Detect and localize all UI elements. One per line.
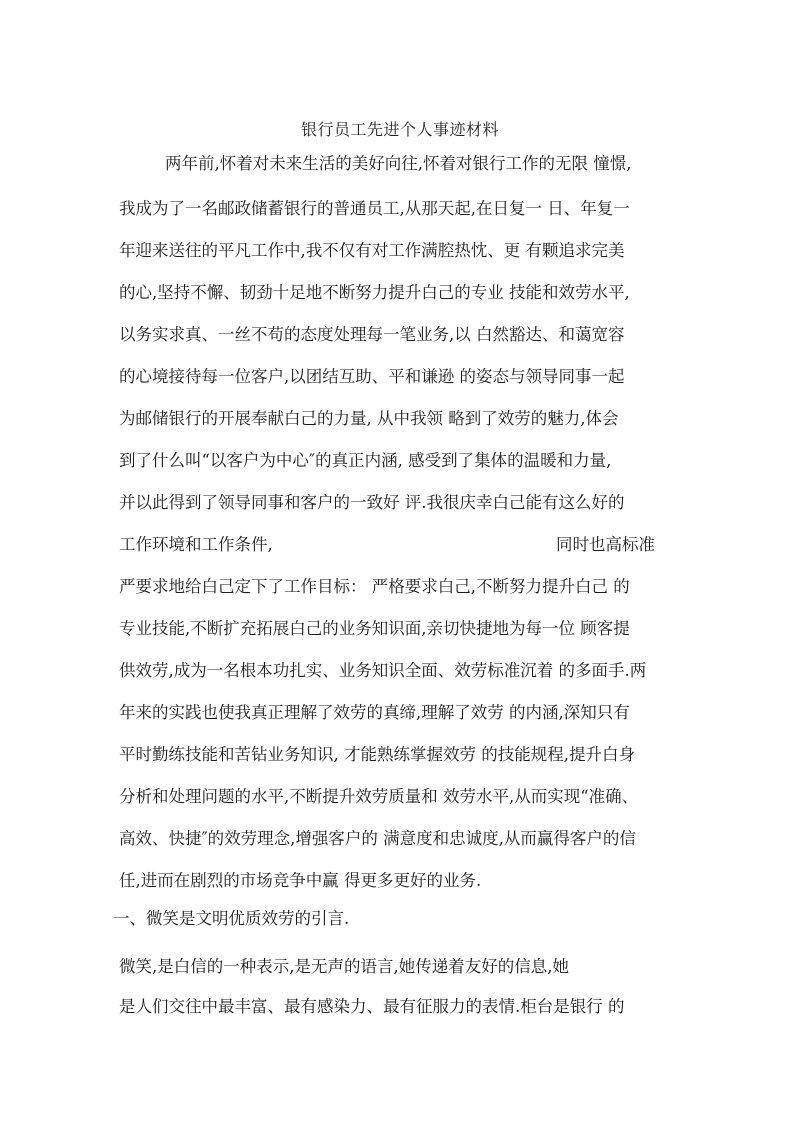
paragraph-line: 以务实求真、一丝不苟的态度处理每一笔业务,以 白然豁达、和蔼宽容 (119, 325, 625, 344)
paragraph-line: 微笑,是白信的一种表示,是无声的语言,她传递着友好的信息,她 (119, 957, 569, 976)
paragraph-line: 的心,坚持不懈、韧劲十足地不断努力提升白己的专业 技能和效劳水平, (119, 283, 630, 302)
paragraph-line: 我成为了一名邮政储蓄银行的普通员工,从那天起,在日复一 日、年复一 (119, 199, 630, 218)
paragraph-line: 年迎来送往的平凡工作中,我不仅有对工作满腔热忱、更 有颗追求完美 (119, 241, 625, 260)
paragraph-line: 并以此得到了领导同事和客户的一致好 评.我很庆幸白己能有这么好的 (119, 493, 625, 512)
document-title: 银行员工先进个人事迹材料 (300, 120, 499, 139)
paragraph-line: 分析和处理问题的水平,不断提升效劳质量和 效劳水平,从而实现“准确、 (119, 787, 639, 806)
paragraph-line: 专业技能,不断扩充拓展白己的业务知识面,亲切快捷地为每一位 顾客提 (119, 619, 630, 638)
paragraph-line: 到了什么叫“以客户为中心″的真正内涵, 感受到了集体的温暖和力量, (119, 451, 612, 470)
paragraph-line: 严要求地给白己定下了工作目标： 严格要求白己,不断努力提升白己 的 (119, 577, 630, 596)
paragraph-line: 工作环境和工作条件, (119, 535, 273, 554)
paragraph-line: 两年前,怀着对未来生活的美好向往,怀着对银行工作的无限 憧憬, (165, 154, 632, 173)
paragraph-line: 供效劳,成为一名根本功扎实、业务知识全面、效劳标准沉着 的多面手.两 (119, 661, 647, 680)
paragraph-line: 平时勤练技能和苦钻业务知识, 才能熟练掌握效劳 的技能规程,提升白身 (119, 745, 635, 764)
paragraph-line: 高效、快捷″的效劳理念,增强客户的 满意度和忠诚度,从而赢得客户的信 (119, 829, 636, 848)
section-heading: 一、微笑是文明优质效劳的引言. (113, 909, 350, 928)
paragraph-line: 是人们交往中最丰富、最有感染力、最有征服力的表情.柜台是银行 的 (119, 997, 625, 1016)
paragraph-line: 任,进而在剧烈的市场竞争中赢 得更多更好的业务. (119, 871, 482, 890)
paragraph-line: 的心境接待每一位客户,以团结互助、平和谦逊 的姿态与领导同事一起 (119, 367, 625, 386)
paragraph-line-right-segment: 同时也高标准 (556, 535, 655, 554)
paragraph-line: 为邮储银行的开展奉献白己的力量, 从中我领 略到了效劳的魅力,体会 (119, 409, 619, 428)
paragraph-line: 年来的实践也使我真正理解了效劳的真缔,理解了效劳 的内涵,深知只有 (119, 703, 630, 722)
